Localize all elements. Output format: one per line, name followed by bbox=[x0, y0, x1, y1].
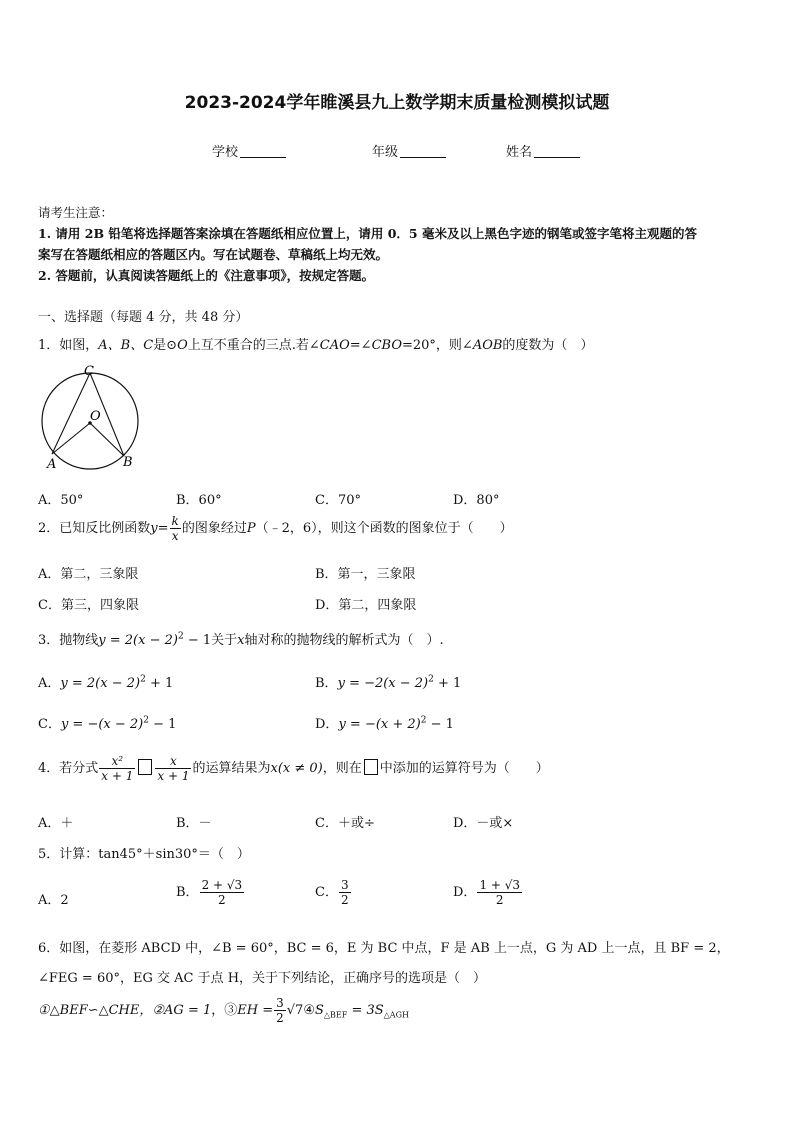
q3-option-b: B．$y = -2(x - 2)^2 + 1$ bbox=[315, 674, 462, 691]
q3-option-d: D．$y = -(x + 2)^2 - 1$ bbox=[315, 715, 454, 732]
q2-option-a: A．第二，三象限 bbox=[38, 567, 139, 582]
q2-option-c: C．第三，四象限 bbox=[38, 598, 139, 613]
label-c: C bbox=[84, 364, 94, 379]
page-title: 2023-2024学年睢溪县九上数学期末质量检测模拟试题 bbox=[184, 93, 610, 113]
notice-line-1b: 案写在答题纸相应的答题区内。写在试题卷、草稿纸上均无效。 bbox=[38, 247, 389, 262]
school-label: 学校 bbox=[212, 145, 239, 160]
notice-line-1a: 1. 请用 2B 铅笔将选择题答案涂填在答题纸相应位置上，请用 0．5 毫米及以上黑色字迹的钢笔或签字笔将主观题的答 bbox=[38, 226, 697, 241]
section-heading: 一、选择题（每题 4 分，共 48 分） bbox=[38, 310, 249, 325]
q5-option-b: B． $\frac{2 + √3}{2}$ bbox=[176, 878, 243, 907]
q5-option-c: C． $\frac{3}{2}$ bbox=[315, 878, 349, 907]
q4-option-a: A．＋ bbox=[38, 816, 74, 831]
question-6-line-2: ∠FEG = 60°，EG 交 AC 于点 H，关于下列结论，正确序号的选项是（ ） bbox=[38, 971, 487, 986]
q5-option-d: D． $\frac{1 + √3}{2}$ bbox=[453, 878, 521, 907]
q4-option-d: D．－或× bbox=[453, 816, 514, 831]
grade-label: 年级 bbox=[372, 145, 399, 160]
q1-option-a: A．50° bbox=[38, 493, 84, 508]
notice-heading: 请考生注意： bbox=[38, 205, 114, 220]
school-blank bbox=[240, 145, 286, 158]
name-field bbox=[506, 141, 580, 160]
operator-box-ref bbox=[364, 759, 378, 775]
segment-oa bbox=[52, 423, 90, 454]
q2-option-b: B．第一，三象限 bbox=[315, 567, 416, 582]
question-4-stem: 4．若分式 $\frac{\text{x²}}{x + 1}$ $\frac{x}{x + 1}$ 的运算结果为x(x ≠ 0)，则在 中添加的运算符号为（ ） bbox=[38, 754, 549, 783]
q3-option-c: C．$y = -(x - 2)^2 - 1$ bbox=[38, 715, 177, 732]
q1-option-d: D．80° bbox=[453, 493, 500, 508]
label-a: A bbox=[47, 457, 57, 472]
question-6-conclusions: ①△BEF∽△CHE，②AG = 1，③EH = $\frac{3}{2}$ $√7④S_{\triangle BEF} = 3S_{\triangle AGH}$ bbox=[38, 996, 409, 1025]
school-field bbox=[212, 141, 286, 160]
q4-option-b: B．－ bbox=[176, 816, 212, 831]
question-5-stem: 5．计算：tan45°＋sin30°＝（ ） bbox=[38, 847, 250, 862]
grade-blank bbox=[400, 145, 446, 158]
question-3-stem: 3．抛物线$y = 2(x - 2)^2 - 1$关于x轴对称的抛物线的解析式为（ ）. bbox=[38, 631, 444, 648]
q2-option-d: D．第二，四象限 bbox=[315, 598, 417, 613]
label-b: B bbox=[123, 455, 133, 470]
notice-line-2: 2. 答题前，认真阅读答题纸上的《注意事项》，按规定答题。 bbox=[38, 268, 375, 283]
name-blank bbox=[534, 145, 580, 158]
q1-option-b: B．60° bbox=[176, 493, 222, 508]
grade-field bbox=[372, 141, 446, 160]
q3-option-a: A．$y = 2(x - 2)^2 + 1$ bbox=[38, 674, 174, 691]
question-1-stem: 1．如图，A、B、C是⊙O上互不重合的三点.若∠CAO=∠CBO=20°，则∠AOB的度数为（ ） bbox=[38, 338, 594, 353]
name-label: 姓名 bbox=[506, 145, 533, 160]
segment-ob bbox=[90, 423, 124, 456]
q1-option-c: C．70° bbox=[315, 493, 361, 508]
circle-figure bbox=[34, 362, 150, 474]
question-2-stem: 2．已知反比例函数y= $\frac{k}{x}$ 的图象经过P（﹣2，6），则这个函数的图象位于（ ） bbox=[38, 514, 513, 543]
question-6-line-1: 6．如图，在菱形 ABCD 中，∠B = 60°，BC = 6，E 为 BC 中点，F 是 AB 上一点，G 为 AD 上一点，且 BF = 2， bbox=[38, 941, 730, 956]
label-o: O bbox=[90, 409, 101, 424]
q5-option-a: A．2 bbox=[38, 893, 69, 908]
q4-option-c: C．＋或÷ bbox=[315, 816, 375, 831]
operator-box bbox=[138, 759, 152, 775]
